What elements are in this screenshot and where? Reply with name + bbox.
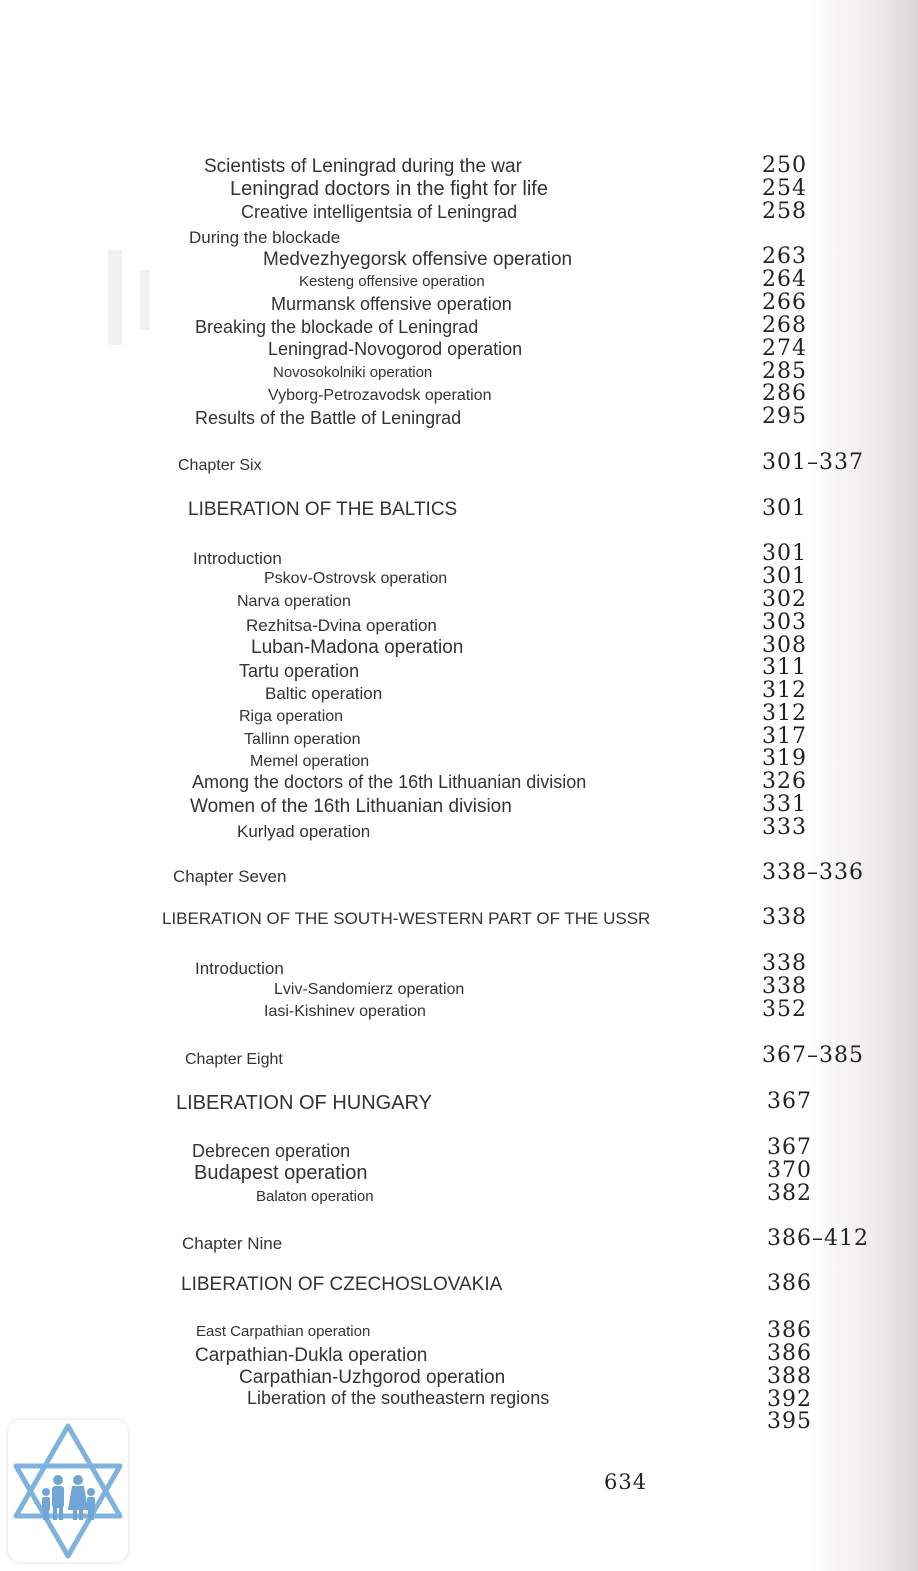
toc-entry-title: Tallinn operation (244, 731, 361, 748)
section-heading: LIBERATION OF CZECHOSLOVAKIA (181, 1274, 503, 1295)
toc-entry-title: Baltic operation (265, 684, 383, 703)
toc-entry-page: 301 (762, 496, 807, 521)
toc-entry-page: 308 (762, 633, 807, 658)
scan-smudge (140, 270, 150, 330)
toc-entry-page: 367 (767, 1135, 812, 1160)
toc-entry-page: 266 (762, 290, 807, 315)
toc-entry-page: 388 (767, 1364, 812, 1389)
toc-entry-title: Breaking the blockade of Leningrad (195, 317, 479, 337)
toc-entry-page: 392 (767, 1387, 812, 1412)
toc-entry-title: Novosokolniki operation (273, 364, 433, 381)
toc-entry-page: 286 (762, 381, 807, 406)
toc-entry-page: 386 (767, 1271, 812, 1296)
toc-entry-page: 333 (762, 815, 807, 840)
toc-entry-title: Memel operation (250, 753, 370, 770)
toc-entry-page: 338 (762, 974, 807, 999)
toc-entry-title: Riga operation (239, 708, 344, 725)
toc-entry-title: Leningrad-Novogorod operation (268, 339, 523, 359)
toc-entry-page: 285 (762, 359, 807, 384)
toc-entry-page: 301 (762, 541, 807, 566)
chapter-page-range: 386–412 (767, 1226, 869, 1251)
toc-entry-page: 395 (767, 1409, 812, 1434)
toc-entry-title: East Carpathian operation (196, 1323, 371, 1340)
toc-entry-title: Debrecen operation (192, 1141, 351, 1161)
toc-entry-page: 331 (762, 792, 807, 817)
toc-entry-page: 338 (762, 905, 807, 930)
toc-entry-title: Results of the Battle of Leningrad (195, 408, 462, 428)
toc-entry-page: 264 (762, 267, 807, 292)
toc-entry-title: Leningrad doctors in the fight for life (230, 178, 548, 200)
page-number: 634 (604, 1470, 648, 1494)
toc-entry-title: Medvezhyegorsk offensive operation (263, 249, 573, 270)
chapter-page-range: 367–385 (762, 1043, 864, 1068)
toc-entry-title: Introduction (195, 959, 284, 978)
toc-entry-title: Iasi-Kishinev operation (264, 1003, 426, 1020)
toc-entry-page: 263 (762, 244, 807, 269)
toc-entry-title: Introduction (193, 549, 282, 568)
toc-entry-page: 386 (767, 1318, 812, 1343)
toc-entry-page: 254 (762, 176, 807, 201)
chapter-page-range: 338–336 (762, 860, 864, 885)
toc-entry-page: 302 (762, 587, 807, 612)
chapter-page-range: 301–337 (762, 450, 864, 475)
toc-entry-page: 367 (767, 1089, 812, 1114)
toc-entry-title: Carpathian-Dukla operation (195, 1345, 428, 1366)
toc-entry-title: Kesteng offensive operation (299, 273, 485, 290)
toc-entry-page: 303 (762, 610, 807, 635)
toc-entry-page: 317 (762, 724, 807, 749)
toc-entry-page: 268 (762, 313, 807, 338)
toc-entry-title: Pskov-Ostrovsk operation (264, 570, 448, 587)
toc-entry-title: Among the doctors of the 16th Lithuanian division (192, 772, 587, 792)
toc-entry-title: Rezhitsa-Dvina operation (246, 616, 437, 635)
toc-entry-page: 258 (762, 199, 807, 224)
toc-entry-title: Lviv-Sandomierz operation (274, 981, 465, 998)
toc-entry-title: Tartu operation (239, 661, 360, 681)
toc-entry-title: Liberation of the southeastern regions (247, 1388, 550, 1408)
toc-entry-page: 338 (762, 951, 807, 976)
toc-entry-title: During the blockade (189, 228, 341, 247)
toc-entry-title: Women of the 16th Lithuanian division (190, 796, 512, 817)
toc-entry-title: Scientists of Leningrad during the war (204, 156, 522, 177)
toc-entry-title: Balaton operation (256, 1188, 374, 1205)
toc-entry-title: Budapest operation (194, 1162, 368, 1184)
toc-entry-page: 250 (762, 153, 807, 178)
toc-entry-title: Vyborg-Petrozavodsk operation (268, 387, 492, 404)
toc-entry-page: 295 (762, 404, 807, 429)
toc-entry-title: Creative intelligentsia of Leningrad (241, 202, 518, 222)
toc-entry-page: 311 (762, 655, 807, 680)
toc-entry-title: Narva operation (237, 593, 351, 610)
scan-smudge (108, 250, 122, 345)
toc-entry-page: 312 (762, 678, 807, 703)
chapter-heading: Chapter Seven (173, 867, 287, 886)
toc-entry-title: Carpathian-Uzhgorod operation (239, 1367, 506, 1388)
section-heading: LIBERATION OF HUNGARY (176, 1092, 432, 1114)
star-of-david-family-icon (8, 1420, 128, 1562)
toc-entry-title: Kurlyad operation (237, 822, 371, 841)
toc-entry-page: 312 (762, 701, 807, 726)
toc-entry-page: 319 (762, 746, 807, 771)
chapter-heading: Chapter Six (178, 457, 262, 474)
toc-entry-title: Murmansk offensive operation (271, 294, 512, 314)
toc-entry-page: 352 (762, 997, 807, 1022)
toc-entry-title: Luban-Madona operation (251, 637, 464, 658)
toc-entry-page: 386 (767, 1341, 812, 1366)
section-heading: LIBERATION OF THE BALTICS (188, 499, 458, 520)
logo-badge (8, 1420, 128, 1562)
toc-entry-page: 370 (767, 1158, 812, 1183)
chapter-heading: Chapter Nine (182, 1234, 283, 1253)
toc-entry-page: 382 (767, 1181, 812, 1206)
section-heading: LIBERATION OF THE SOUTH-WESTERN PART OF THE USSR (162, 909, 651, 928)
toc-entry-page: 326 (762, 769, 807, 794)
toc-entry-page: 274 (762, 336, 807, 361)
chapter-heading: Chapter Eight (185, 1051, 283, 1068)
toc-entry-page: 301 (762, 564, 807, 589)
